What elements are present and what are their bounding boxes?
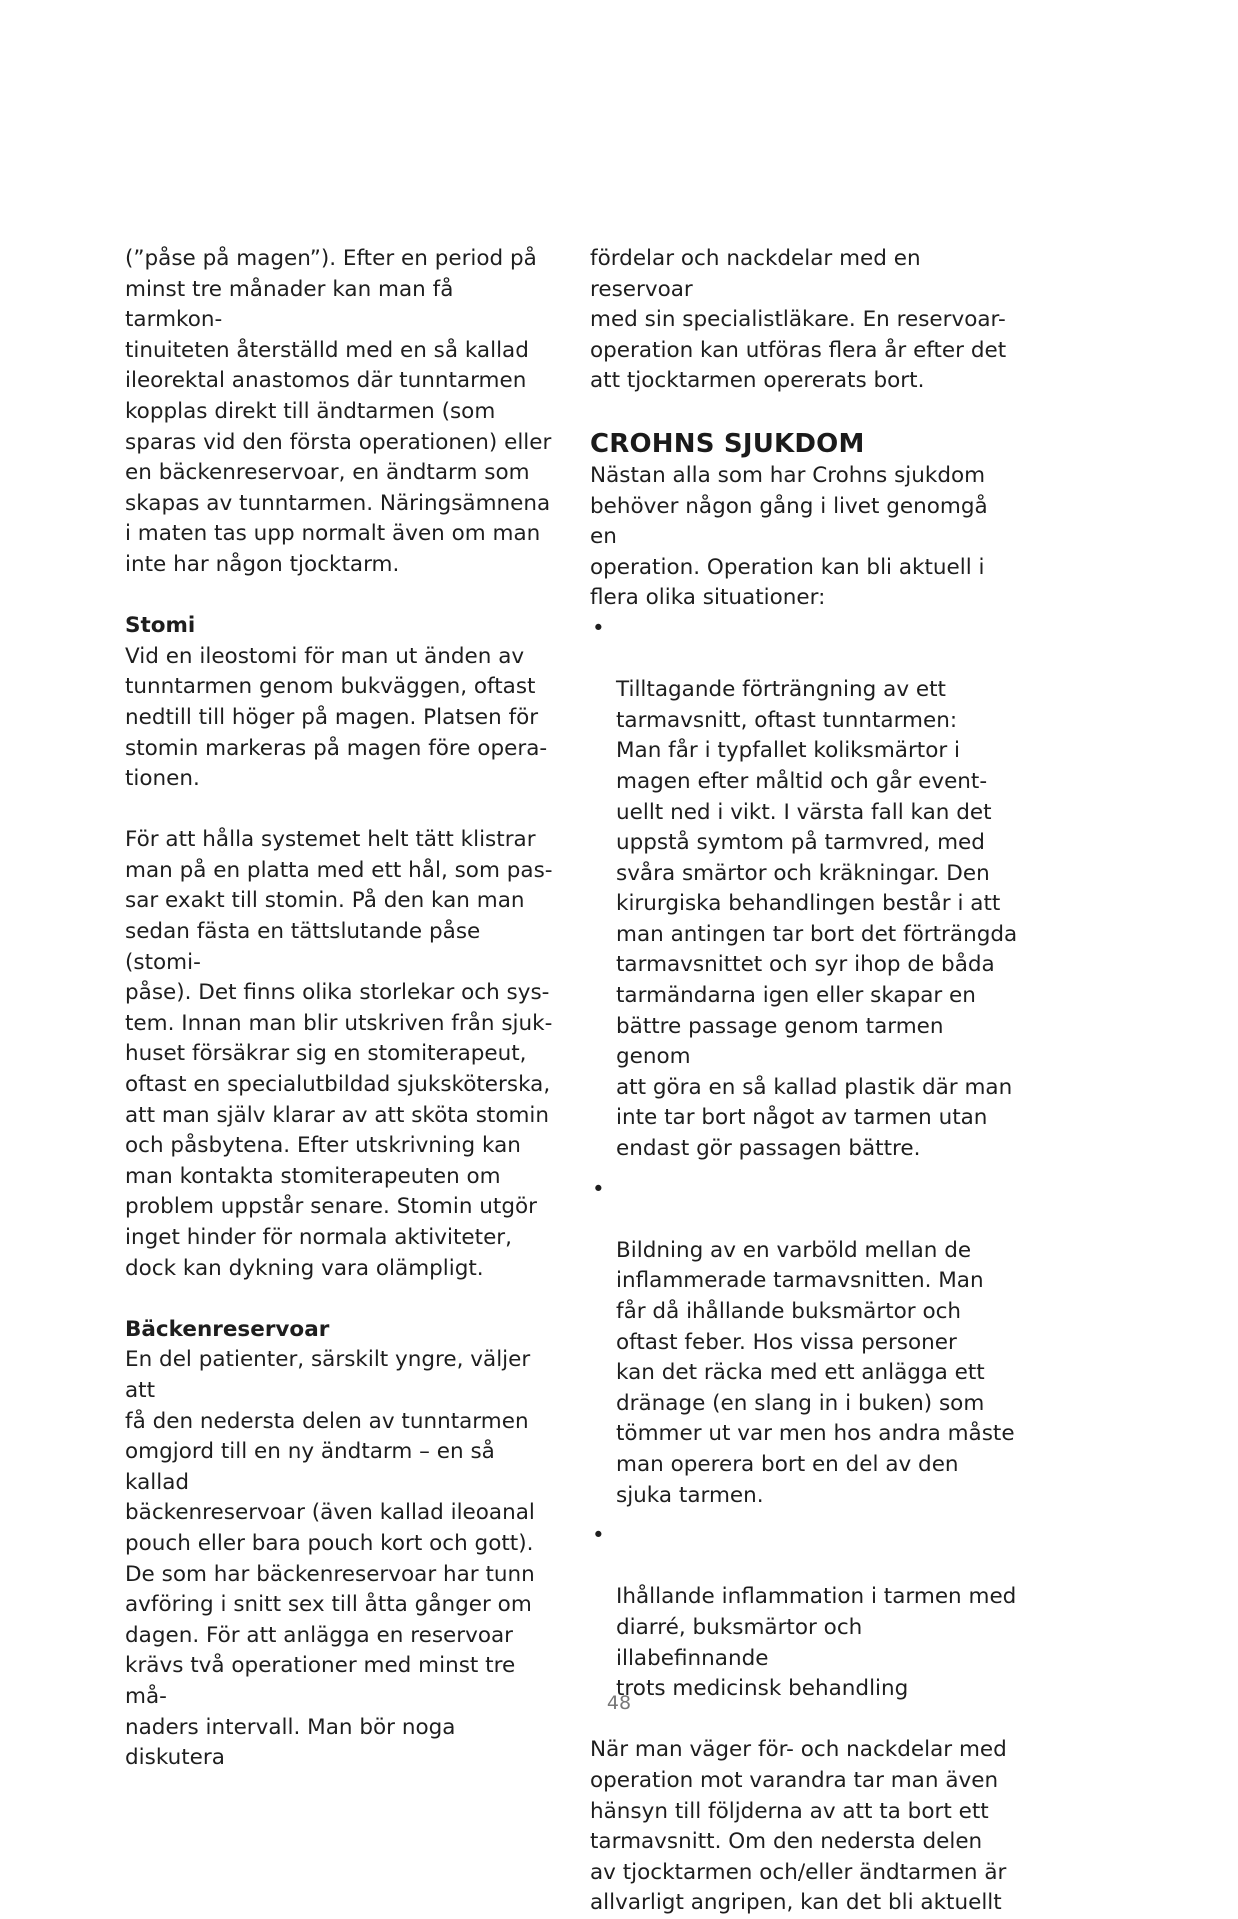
bullet-icon: •	[592, 1523, 605, 1549]
right-column	[590, 244, 1020, 1919]
list-item	[590, 1175, 1020, 1512]
bullet-icon: •	[592, 615, 605, 641]
left-column	[125, 244, 555, 1774]
stomi-paragraph-1: Vid en ileostomi för man ut änden av tunntarmen genom bukväggen, oftast nedtill till höger på magen. Platsen för stomin markeras på magen före opera- tionen.	[125, 643, 548, 792]
stomi-paragraph-2: För att hålla systemet helt tätt klistrar man på en platta med ett hål, som pas- sar exakt till stomin. På den kan man sedan fästa en tättslutande påse (stomi- påse). Det finns olika storlekar och sys- tem. Innan man blir utskriven från sjuk- huset försäkrar sig en stomiterapeut, oftast en specialutbildad sjuksköterska, att man själv klarar av att sköta stomin och påsbytena. Efter utskrivning kan man kontakta stomiterapeuten om problem uppstår senare. Stomin utgör inget hinder för normala aktiviteter, dock kan dykning vara olämpligt.	[125, 827, 553, 1281]
closing-paragraph: När man väger för- och nackdelar med operation mot varandra tar man även hänsyn till följderna av att ta bort ett tarmavsnitt. Om den nedersta delen av tjocktarmen och/eller ändtarmen är allvarligt angripen, kan det bli aktuellt	[590, 1737, 1007, 1916]
list-item-text: Bildning av en varböld mellan de inflammerade tarmavsnitten. Man får då ihållande buksmärtor och oftast feber. Hos vissa personer kan det räcka med ett anlägga ett dränage (en slang in i buken) som tömmer ut var men hos andra måste man operera bort en del av den sjuka tarmen.	[616, 1237, 1015, 1508]
backenreservoar-heading: Bäckenreservoar	[125, 1316, 330, 1342]
bullet-icon: •	[592, 1176, 605, 1202]
reservoar-continuation-paragraph: fördelar och nackdelar med en reservoar med sin specialistläkare. En reservoar- operation kan utföras flera år efter det att tjocktarmen opererats bort.	[590, 246, 1007, 394]
crohns-intro-paragraph: Nästan alla som har Crohns sjukdom behöver någon gång i livet genomgå en operation. Operation kan bli aktuell i flera olika situationer:	[590, 462, 988, 611]
situations-list	[590, 614, 1020, 1705]
stomi-heading: Stomi	[125, 613, 196, 639]
list-item	[590, 614, 1020, 1165]
intro-paragraph: (”påse på magen”). Efter en period på minst tre månader kan man få tarmkon- tinuiteten återställd med en så kallad ileorektal anastomos där tunntarmen kopplas direkt till ändtarmen (som sparas vid den första operationen) eller en bäckenreservoar, en ändtarm som skapas av tunntarmen. Näringsämnena i maten tas upp normalt även om man inte har någon tjocktarm.	[125, 246, 552, 577]
backenreservoar-paragraph: En del patienter, särskilt yngre, väljer att få den nedersta delen av tunntarmen omgjord till en ny ändtarm – en så kallad bäckenreservoar (även kallad ileoanal pouch eller bara pouch kort och gott). De som har bäckenreservoar har tunn avföring i snitt sex till åtta gånger om dagen. För att anlägga en reservoar krävs två operationer med minst tre må- naders intervall. Man bör noga diskutera	[125, 1347, 535, 1771]
list-item-text: Ihållande inflammation i tarmen med diarré, buksmärtor och illabefinnande trots medicinsk behandling	[616, 1584, 1017, 1702]
crohns-heading: CROHNS SJUKDOM	[590, 428, 865, 459]
page-number: 48	[606, 1692, 632, 1714]
list-item	[590, 1521, 1020, 1705]
list-item-text: Tilltagande förträngning av ett tarmavsnitt, oftast tunntarmen: Man får i typfallet koliksmärtor i magen efter måltid och går event- uellt ned i vikt. I värsta fall kan det uppstå symtom på tarmvred, med svåra smärtor och kräkningar. Den kirurgiska behandlingen består i att man antingen tar bort det förträngda tarmavsnittet och syr ihop de båda tarmändarna igen eller skapar en bättre passage genom tarmen genom att göra en så kallad plastik där man inte tar bort något av tarmen utan endast gör passagen bättre.	[616, 677, 1018, 1162]
